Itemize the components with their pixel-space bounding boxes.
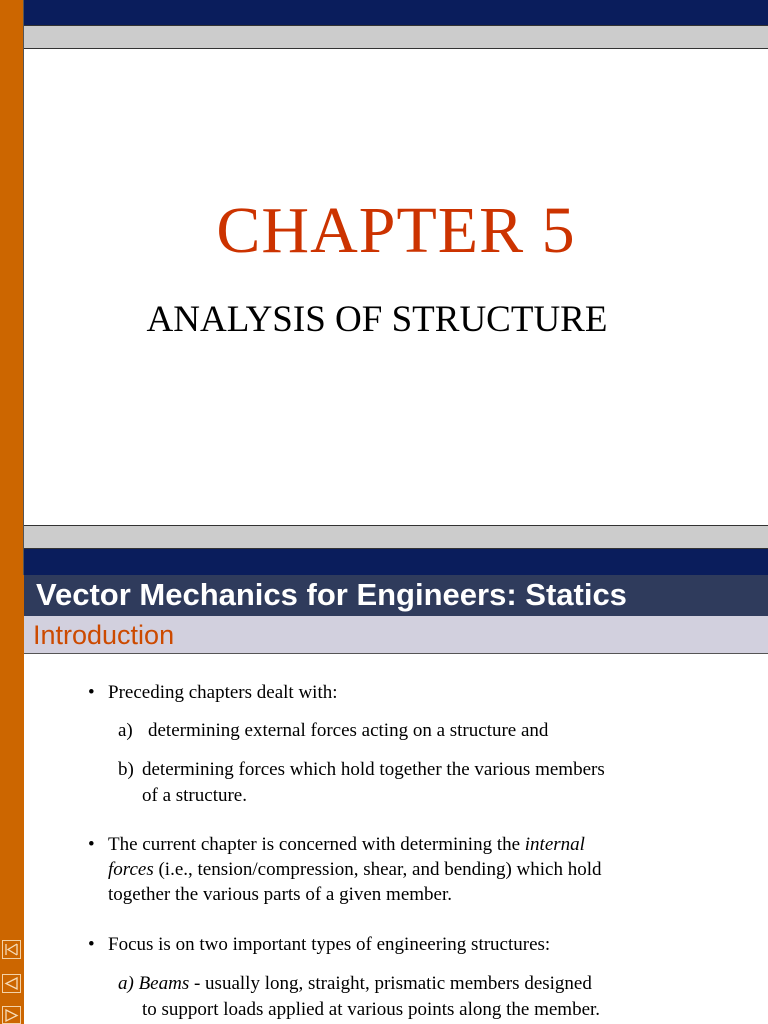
introduction-slide [0,575,768,1024]
bullet-text-continued [108,857,602,882]
top-gray-band [24,25,768,49]
subitem-text [118,971,592,996]
bullet-text: Preceding chapters dealt with: [108,682,338,703]
previous-slide-button[interactable] [2,974,21,993]
top-navy-band [24,0,768,25]
italic-run: internal [524,834,585,855]
bullet-marker: • [88,934,95,955]
next-slide-button[interactable] [2,1006,21,1024]
first-slide-icon [3,941,20,958]
left-orange-bar [0,0,24,575]
course-title: Vector Mechanics for Engineers: Statics [36,577,627,612]
subitem-text: determining external forces acting on a structure and [148,720,549,741]
bullet-text: Focus is on two important types of engineering structures: [108,934,551,955]
text-run: (i.e., tension/compression, shear, and bending) which hold [153,859,602,880]
bullet-text [108,832,585,857]
chapter-subtitle: ANALYSIS OF STRUCTURE [146,299,608,340]
italic-run: forces [108,859,154,880]
subitem-text-continued: of a structure. [142,785,247,806]
text-run: The current chapter is concerned with determining the [108,834,525,855]
section-title: Introduction [33,620,175,650]
subitem-prefix: a) [118,973,134,994]
subitem-prefix: a) [118,720,133,741]
italic-run: Beams [138,973,190,994]
subitem-text: determining forces which hold together the various members [142,759,605,780]
text-run: - usually long, straight, prismatic members designed [189,973,592,994]
subitem-prefix: b) [118,759,134,780]
bullet-text-continued: together the various parts of a given member. [108,884,453,905]
first-slide-button[interactable] [2,940,21,959]
next-slide-icon [3,1007,20,1023]
chapter-title: CHAPTER 5 [216,194,576,267]
subitem-text-continued: to support loads applied at various points along the member. [142,999,601,1020]
bullet-marker: • [88,682,95,703]
previous-slide-icon [3,975,20,992]
bottom-gray-band [24,525,768,549]
bottom-navy-band [24,549,768,575]
bullet-marker: • [88,834,95,855]
